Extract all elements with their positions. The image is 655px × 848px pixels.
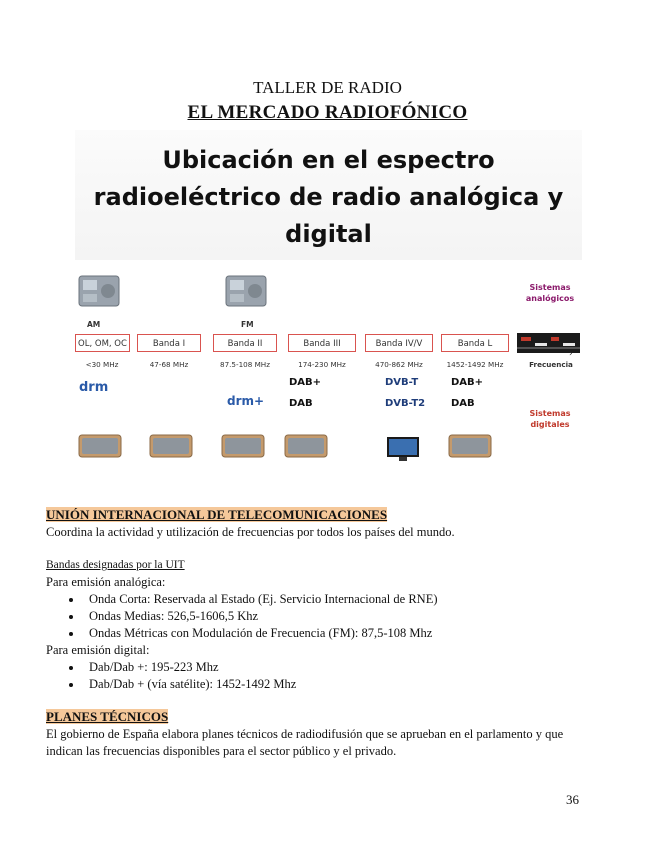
band-box: Banda IV/V — [365, 334, 433, 352]
digital-radio-image — [78, 433, 122, 459]
itu-heading: UNIÓN INTERNACIONAL DE TELECOMUNICACIONES — [46, 507, 388, 522]
list-item: • Ondas Métricas con Modulación de Frecuencia (FM): 87,5-108 Mhz — [83, 625, 606, 642]
technical-plans-heading: PLANES TÉCNICOS — [46, 709, 169, 724]
fm-label: FM — [241, 320, 254, 329]
spectrum-figure — [75, 130, 582, 480]
digital-radio-image — [149, 433, 193, 459]
band-box: Banda L — [441, 334, 509, 352]
digital-intro: Para emisión digital: — [46, 643, 150, 657]
band-box: Banda III — [288, 334, 356, 352]
frequency-arrow-icon: › — [569, 349, 573, 359]
dvb-t-logo: DVB-T — [385, 377, 419, 388]
digital-radio-image — [448, 433, 492, 459]
page-title: EL MERCADO RADIOFÓNICO — [187, 102, 468, 123]
band-box: Banda II — [213, 334, 277, 352]
frequency-label: 174-230 MHz — [298, 360, 346, 369]
dvb-t2-logo: DVB-T2 — [385, 398, 426, 409]
drm-plus-logo: drm+ — [227, 394, 265, 408]
am-radio-image — [77, 272, 121, 308]
drm-logo: drm — [79, 380, 109, 395]
analog-systems-label: Sistemas analógicos — [525, 283, 575, 303]
technical-plans-text: El gobierno de España elabora planes técnicos de radiodifusión que se aprueban en el parlamento y que indican las frecuencias disponibles para el sector público y el privado. — [46, 727, 564, 758]
figure-title-line: radioeléctrico de radio analógica y — [93, 183, 564, 211]
page-number: 36 — [566, 792, 579, 807]
technical-plans-section — [46, 708, 586, 760]
frequency-label: 87.5-108 MHz — [220, 360, 270, 369]
list-item: • Dab/Dab +: 195-223 Mhz — [83, 659, 606, 676]
digital-radio-image — [221, 433, 265, 459]
list-item: • Dab/Dab + (vía satélite): 1452-1492 Mhz — [83, 676, 606, 693]
band-box: Banda I — [137, 334, 201, 352]
list-item: • Onda Corta: Reservada al Estado (Ej. Servicio Internacional de RNE) — [83, 591, 606, 608]
frequency-label: 1452-1492 MHz — [446, 360, 504, 369]
digital-list — [46, 659, 606, 693]
dab-plus-logo: DAB+ — [451, 377, 484, 388]
tv-image — [385, 435, 421, 463]
frequency-label: <30 MHz — [85, 360, 119, 369]
digital-systems-label: Sistemas digitales — [529, 409, 571, 429]
band-box: OL, OM, OC — [75, 334, 130, 352]
figure-title-line: digital — [285, 220, 372, 248]
analog-intro: Para emisión analógica: — [46, 575, 166, 589]
frequency-axis-label: Frecuencia — [529, 360, 573, 369]
bands-subheading: Bandas designadas por la UIT — [46, 559, 185, 571]
dab-logo: DAB — [289, 398, 313, 409]
list-item: • Ondas Medias: 526,5-1606,5 Khz — [83, 608, 606, 625]
frequency-label: 470-862 MHz — [375, 360, 423, 369]
header-kicker: TALLER DE RADIO — [253, 78, 402, 97]
bands-section — [46, 557, 606, 693]
dab-plus-logo: DAB+ — [289, 377, 322, 388]
am-label: AM — [87, 320, 101, 329]
itu-text: Coordina la actividad y utilización de frecuencias por todos los países del mundo. — [46, 525, 455, 539]
figure-title-line: Ubicación en el espectro — [162, 146, 495, 174]
itu-section — [46, 506, 586, 541]
dab-logo: DAB — [451, 398, 475, 409]
analog-list — [46, 591, 606, 642]
figure-title — [75, 142, 582, 253]
fm-radio-image — [224, 272, 268, 308]
digital-radio-image — [284, 433, 328, 459]
frequency-label: 47-68 MHz — [149, 360, 189, 369]
